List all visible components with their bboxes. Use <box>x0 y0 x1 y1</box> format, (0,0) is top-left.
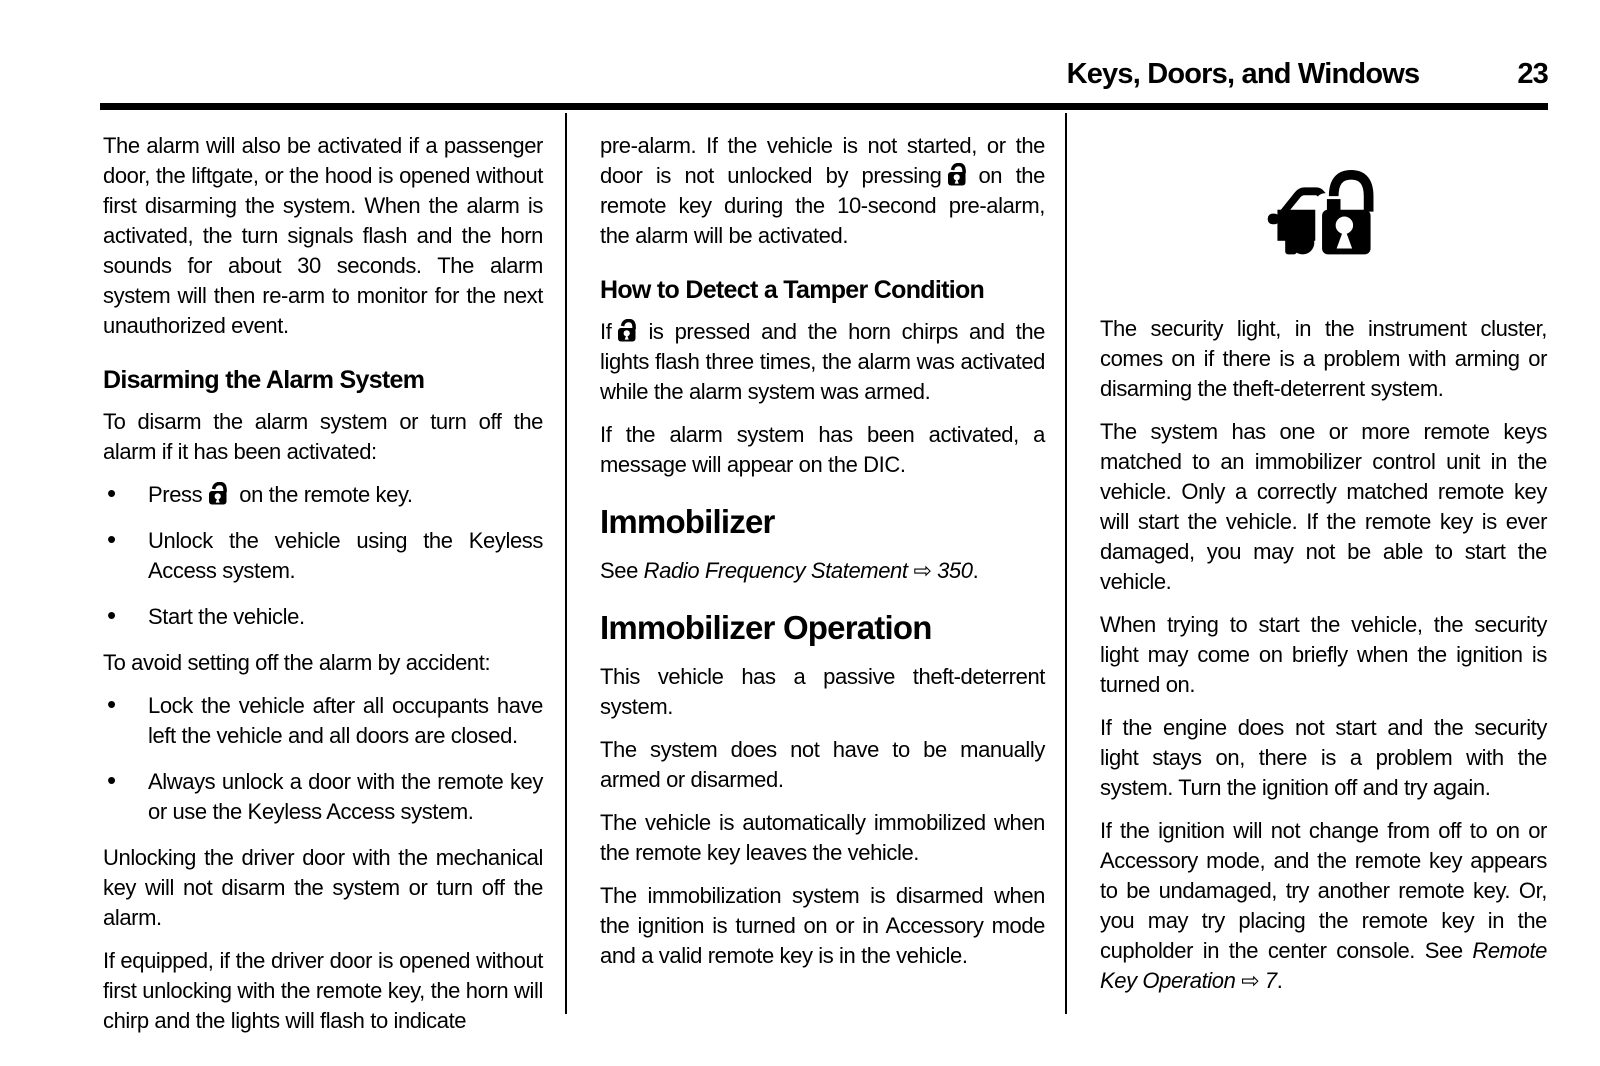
column-divider-2 <box>1065 113 1067 1014</box>
paragraph: The system does not have to be manually armed or disarmed. <box>600 737 1045 792</box>
paragraph: The system has one or more remote keys matched to an immobilizer control unit in the vehicle. Only a correctly matched remote key will start the vehicle. If the remote key is ever damaged, you may not be able to start the vehicle. <box>1100 419 1547 594</box>
section-title: Keys, Doors, and Windows <box>1066 58 1420 90</box>
column-2 <box>600 131 1045 984</box>
bullet-list <box>103 480 543 632</box>
paragraph: If the engine does not start and the security light stays on, there is a problem with the system. Turn the ignition off and try again. <box>1100 715 1547 800</box>
paragraph: When trying to start the vehicle, the security light may come on briefly when the ignition is turned on. <box>1100 612 1547 697</box>
bullet-marker: • <box>107 600 116 630</box>
paragraph: Unlocking the driver door with the mechanical key will not disarm the system or turn off the alarm. <box>103 845 543 930</box>
reference-arrow-icon: ⇨ <box>1235 968 1265 993</box>
heading-tamper: How to Detect a Tamper Condition <box>600 276 985 304</box>
security-icon-figure <box>1264 169 1384 266</box>
unlock-icon <box>616 319 643 343</box>
paragraph-text: If <box>600 319 612 344</box>
bullet-marker: • <box>107 689 116 719</box>
list-item <box>103 480 543 510</box>
paragraph: The immobilization system is disarmed when the ignition is turned on or in Accessory mode and a valid remote key is in the vehicle. <box>600 883 1045 968</box>
bullet-marker: • <box>107 765 116 795</box>
paragraph: This vehicle has a passive theft-deterrent system. <box>600 664 1045 719</box>
vehicle-security-icon <box>1264 169 1384 266</box>
bullet-list <box>103 691 543 827</box>
paragraph: To disarm the alarm system or turn off the alarm if it has been activated: <box>103 409 543 464</box>
header-rule <box>100 103 1548 110</box>
reference-page: 7 <box>1264 968 1277 993</box>
paragraph-text: If the ignition will not change from off to on or Accessory mode, and the remote key appears to be undamaged, try another remote key. Or, you may try placing the remote key in the cupholder in the center console. See <box>1100 818 1547 963</box>
paragraph-text: on the remote key during the 10-second pre-alarm, the alarm will be activated. <box>600 163 1045 248</box>
paragraph <box>600 317 1045 407</box>
reference-title: Radio Frequency Statement <box>643 558 908 583</box>
reference-arrow-icon: ⇨ <box>907 558 938 583</box>
list-item <box>103 602 543 632</box>
paragraph: The security light, in the instrument cluster, comes on if there is a problem with arming or disarming the theft-deterrent system. <box>1100 316 1547 401</box>
paragraph-text: . <box>1276 968 1283 993</box>
heading-immobilizer: Immobilizer <box>600 503 775 540</box>
paragraph: The alarm will also be activated if a passenger door, the liftgate, or the hood is opened without first disarming the system. When the alarm is activated, the turn signals flash and the horn sounds for about 30 seconds. The alarm system will then re-arm to monitor for the next unauthorized event. <box>103 133 543 338</box>
paragraph-text: is pressed and the horn chirps and the lights flash three times, the alarm was activated while the alarm system was armed. <box>600 319 1045 404</box>
column-3 <box>1100 131 1547 1009</box>
list-item <box>103 767 543 827</box>
page-number: 23 <box>1517 58 1548 90</box>
list-item <box>103 691 543 751</box>
unlock-icon <box>946 163 973 187</box>
reference-title: Remote Key Operation <box>1100 938 1547 993</box>
column-1 <box>103 131 543 1049</box>
list-item <box>103 526 543 586</box>
heading-disarming: Disarming the Alarm System <box>103 366 425 394</box>
list-item-text: Press <box>148 482 203 507</box>
paragraph-text: pre-alarm. If the vehicle is not started, or the door is not unlocked by pressing <box>600 133 1045 188</box>
heading-immobilizer-operation: Immobilizer Operation <box>600 609 932 646</box>
cross-reference <box>600 556 1045 586</box>
list-item-text: on the remote key. <box>239 482 413 507</box>
bullet-marker: • <box>107 524 116 554</box>
bullet-marker: • <box>107 478 116 508</box>
list-item-text: Always unlock a door with the remote key or use the Keyless Access system. <box>148 769 543 824</box>
paragraph <box>600 131 1045 251</box>
column-divider-1 <box>565 113 567 1014</box>
reference-page: 350 <box>937 558 973 583</box>
paragraph: If the alarm system has been activated, a message will appear on the DIC. <box>600 422 1045 477</box>
unlock-icon <box>207 482 234 506</box>
reference-text: . <box>972 558 979 583</box>
paragraph: To avoid setting off the alarm by accident: <box>103 650 491 675</box>
paragraph: The vehicle is automatically immobilized when the remote key leaves the vehicle. <box>600 810 1045 865</box>
list-item-text: Start the vehicle. <box>148 604 305 629</box>
page-header <box>1067 58 1548 91</box>
reference-text: See <box>600 558 644 583</box>
list-item-text: Unlock the vehicle using the Keyless Access system. <box>148 528 543 583</box>
paragraph <box>1100 816 1547 996</box>
list-item-text: Lock the vehicle after all occupants have left the vehicle and all doors are closed. <box>148 693 543 748</box>
paragraph: If equipped, if the driver door is opened without first unlocking with the remote key, the horn will chirp and the lights will flash to indicate <box>103 948 543 1033</box>
